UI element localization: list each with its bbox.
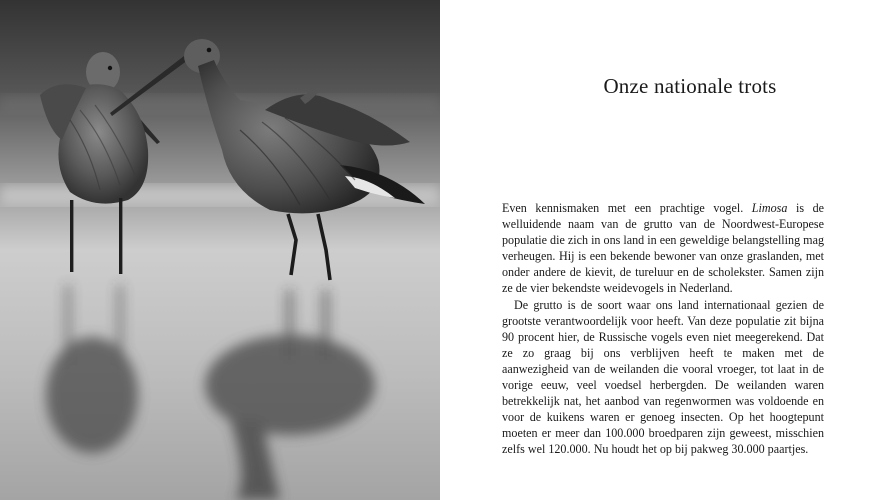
body-text	[502, 200, 824, 458]
paragraph-1-rest: is de welluidende naam van de grutto van de Noordwest-Europese populatie die zich in ons land in een geweldige belangstelling mag verheugen. Hij is een bekende bewoner van onze graslanden, met onder andere de kievit, de tureluur en de scholekster. Samen zijn ze de vier bekendste weidevogels in Nederland.	[502, 201, 824, 296]
text-page	[440, 0, 880, 500]
paragraph-1-lead: Even kennismaken met een prachtige vogel.	[502, 201, 752, 215]
species-name-italic: Limosa	[751, 201, 788, 215]
paragraph-2: De grutto is de soort waar ons land internationaal gezien de grootste verantwoordelijk voor heeft. Van deze populatie zit bijna 90 procent hier, de Russische vogels even niet meegerekend. Dat ze zo graag bij ons verblijven heeft te maken met de aanwezigheid van de weilanden die vooral vroeger, tot laat in de vorige eeuw, veel voedsel herbergden. De weilanden waren betrekkelijk nat, het aanbod van regenwormen was voldoende en voor de kuikens waren er genoeg insecten. Op het hoogtepunt moeten er meer dan 100.000 broedparen zijn geweest, misschien zelfs wel 120.000. Nu houdt het op bij pakweg 30.000 paartjes.	[502, 297, 824, 457]
chapter-title: Onze nationale trots	[603, 74, 777, 98]
paragraph-1	[502, 200, 824, 297]
